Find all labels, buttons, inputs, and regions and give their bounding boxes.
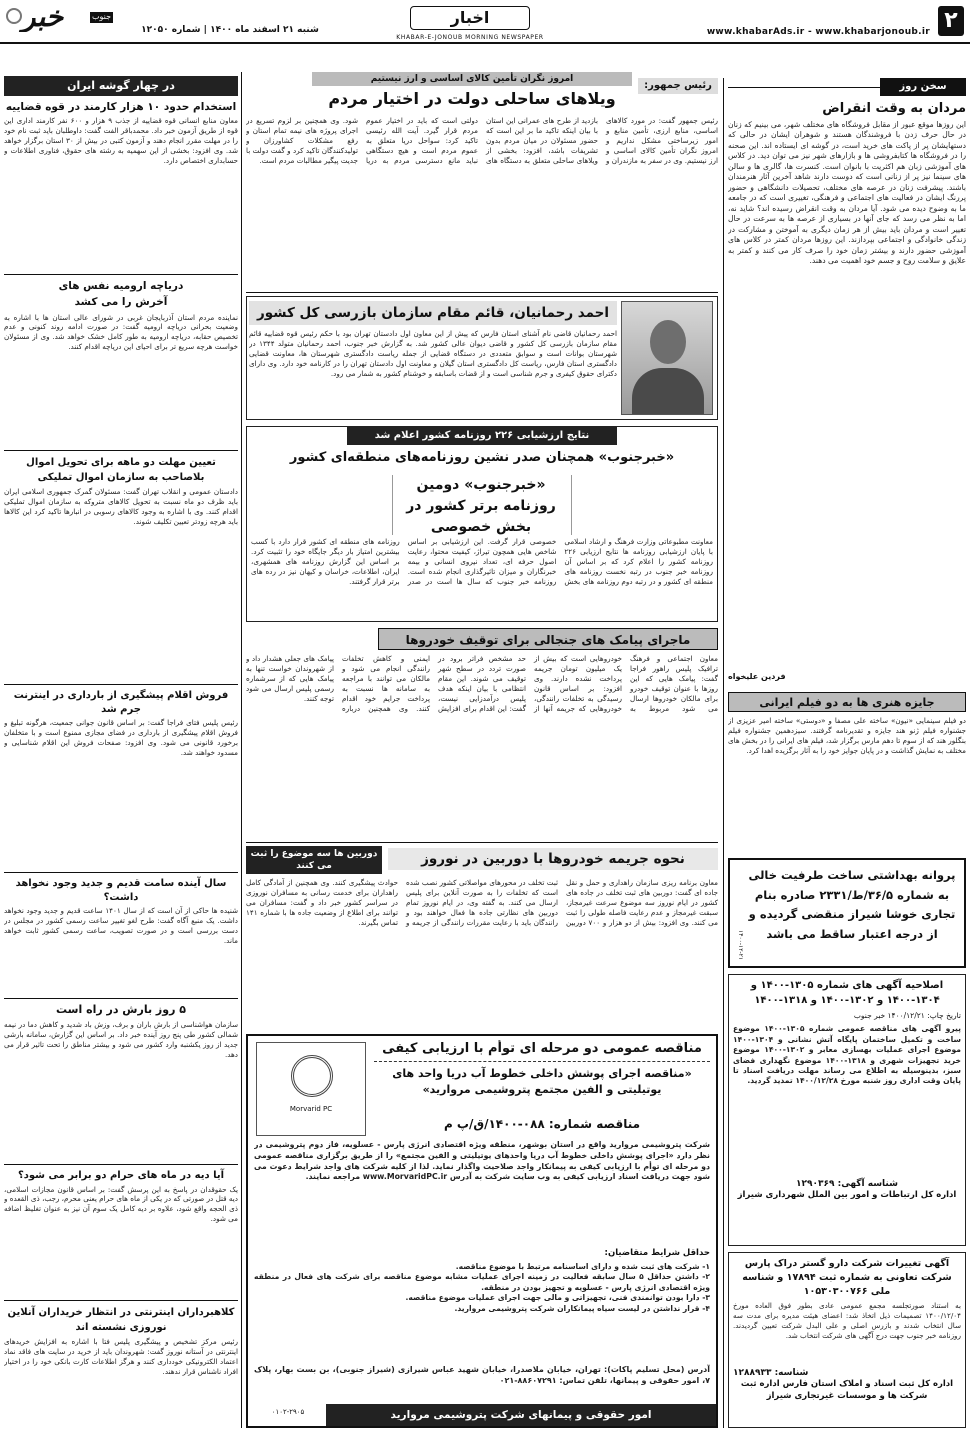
tender-conditions-title: حداقل شرایط متقاضیان: bbox=[604, 1248, 710, 1258]
regional-item bbox=[4, 1300, 238, 1428]
tender-conditions bbox=[254, 1262, 710, 1362]
regional-item-text: شنیده ها حاکی از آن است که از سال ۱۴۰۱ ساعت قدیم و جدید وجود نخواهد داشت. یک منبع آگاه گفت: طرح لغو تغییر ساعت رسمی کشور در مجلس در دست بررسی است و در صورت تصویب، ساعت رسمی کشور ثابت خواهد ماند. bbox=[4, 906, 238, 945]
amendment-title: اصلاحیه آگهی های شماره ۱۳۰۵-۱۴۰۰ و ۱۳۰۴-۱۴۰۰ و ۱۳۰۲-۱۴۰۰ و ۱۳۱۸-۱۴۰۰ bbox=[750, 980, 944, 1006]
editorial-author: فردین علیخواه bbox=[728, 672, 786, 681]
regional-item bbox=[4, 100, 238, 270]
president-subtitle: امروز نگران تأمین کالای اساسی و ارز نیستیم bbox=[312, 72, 632, 86]
ranking-title-2: «خبرجنوب» دومین روزنامه برتر کشور در بخش خصوصی bbox=[406, 477, 556, 535]
amendment-text: پیرو آگهی های مناقصه عمومی شماره ۱۳۰۵-۱۴۰۰ موضوع ساخت و تکمیل ساختمان پایگاه آتش نشانی و ۱۳۰۴-۱۴۰۰ موضوع اجرای عملیات بهسازی معابر و ۱۳۰۲-۱۴۰۰ موضوع خرید تجهیزات شهری و ۱۳۱۸-۱۴۰۰ موضوع نگهداری فضای سبز، بدینوسیله به اطلاع می رساند مهلت دریافت اسناد تا پایان وقت اداری روز شنبه مورخ ۱۴۰۰/۱۲/۲۸ تمدید گردید. bbox=[733, 1024, 961, 1086]
ranking-text: معاونت مطبوعاتی وزارت فرهنگ و ارشاد اسلامی با پایان ارزشیابی روزنامه ها نتایج ارزیابی ۲۲۶ روزنامه کشور را اعلام کرد که بر اساس آن روزنامه خبر جنوب در رتبه نخست روزنامه های منطقه ای کشور و در رتبه دوم روزنامه های بخش خصوصی قرار گرفت. این ارزشیابی بر اساس شاخص هایی همچون تیراژ، کیفیت محتوا، رعایت اصول حرفه ای، تعداد نیروی انسانی و بیمه خبرنگاران و میزان تاثیرگذاری انجام شده است. روزنامه خبر جنوب که سال ها است در صدر روزنامه های منطقه ای کشور قرار دارد با کسب بیشترین امتیاز بار دیگر جایگاه خود را تثبیت کرد. بر اساس این گزارش روزنامه های همشهری، ایران، اطلاعات، خراسان و کیهان نیز در رده های برتر قرار گرفتند. bbox=[251, 537, 713, 586]
regional-item bbox=[4, 450, 238, 678]
logo bbox=[6, 2, 116, 32]
morvarid-logo-icon bbox=[291, 1055, 333, 1097]
tender-footer: امور حقوقی و پیمانهای شرکت پتروشیمی مروارید bbox=[326, 1404, 716, 1426]
ranking-text-side-right bbox=[571, 475, 713, 535]
appointment-article bbox=[246, 296, 718, 420]
regional-item bbox=[4, 684, 238, 866]
editorial-title: مردان به وقت انقراض bbox=[822, 101, 966, 116]
president-text: رئیس جمهور گفت: در مورد کالاهای اساسی، منابع ارزی، تأمین منابع و امور زیرساختی مشکل نداریم و امروز نگران تأمین کالای اساسی و ارز نیستیم. وی در سفر به مازندران و بازدید از طرح های عمرانی این استان با بیان اینکه تاکید ما بر این است که حضور مسئولان در میان مردم بدون تشریفات باشد، افزود: بخشی از ویلاهای ساحلی متعلق به دستگاه های دولتی است که باید در اختیار عموم مردم قرار گیرد. آیت الله رئیسی تاکید کرد: سواحل دریا متعلق به عموم مردم است و هیچ دستگاهی نباید مانع دسترسی مردم به دریا شود. وی همچنین بر لزوم تسریع در اجرای پروژه های نیمه تمام استان و رفع مشکلات کشاورزان و تولیدکنندگان تاکید کرد و گفت دولت با جدیت پیگیر مطالبات مردم است. bbox=[246, 116, 718, 165]
regional-item-text: معاون منابع انسانی قوه قضاییه از جذب ۹ هزار و ۶۰۰ نفر کارمند اداری این قوه از طریق آزمون خبر داد. محمدباقر الفت گفت: داوطلبان باید ثبت نام خود را در مهلت مقرر انجام دهند و آزمون کتبی در بیش از ۳۰ استان برگزار خواهد شد. وی افزود: بخشی از این سهمیه به رشته های حقوق، فناوری اطلاعات و حسابداری اختصاص دارد. bbox=[4, 116, 238, 165]
film-award-title: جایزه هنری ها به دو فیلم ایرانی bbox=[728, 692, 966, 712]
regional-item-title: استخدام حدود ۱۰ هزار کارمند در قوه قضاییه bbox=[5, 101, 237, 113]
ranking-text-side-left bbox=[251, 475, 393, 535]
regional-item-title: تعیین مهلت دو ماهه برای تحویل اموال بلاصاحب به سازمان اموال تملیکی bbox=[26, 457, 216, 483]
tender-text: شرکت پتروشیمی مروارید واقع در استان بوشهر، منطقه ویژه اقتصادی انرژی پارس - عسلویه، فاز دوم پتروشیمی در نظر دارد «اجرای پوشش داخلی خطوط آب دریا واحدهای یوتیلیتی و الفین مجتمع» را از طریق برگزاری مناقصه عمومی دو مرحله ای توأم با ارزیابی کیفی به پیمانکار واجد صلاحیت واگذار نماید. لذا از کلیه شرکت های واجد شرایط دعوت می شود جهت دریافت اسناد ارزیابی کیفی به وب سایت شرکت به آدرس www.MorvaridPC.ir مراجعه نمایند. bbox=[254, 1140, 710, 1182]
tender-logo bbox=[256, 1042, 366, 1136]
tender-address: آدرس (محل تسلیم پاکات): تهران، خیابان ملاصدرا، خیابان شهید عباس شیرازی (شیراز جنوبی)، بن بست بهار، پلاک ۷، امور حقوقی و پیمانها، تلفن تماس: ۸۸۶۰۷۲۹۱-۰۲۱ bbox=[254, 1365, 710, 1386]
tender-company-tag: Morvarid PC bbox=[289, 1105, 333, 1113]
scam-title: ماجرای پیامک های جنجالی برای توقیف خودروها bbox=[378, 628, 718, 650]
amendment-ads-number: شناسه آگهی: ۱۲۹۰۳۶۹ bbox=[796, 1179, 898, 1190]
section-title: اخبار bbox=[410, 6, 530, 30]
tender-condition: ۴- قرار نداشتن در لیست سیاه پیمانکاران شرکت پتروشیمی مروارید. bbox=[454, 1303, 710, 1313]
appointment-title: احمد رحمانیان، قائم مقام سازمان بازرسی کل کشور bbox=[249, 301, 617, 325]
tender-condition: ۱- شرکت های ثبت شده و دارای اساسنامه مرتبط با موضوع مناقصه. bbox=[455, 1262, 710, 1271]
film-award-box bbox=[728, 692, 966, 852]
regional-item-title: آیا دیه در ماه های حرام دو برابر می شود؟ bbox=[17, 1170, 225, 1181]
regional-item-text: یک حقوقدان در پاسخ به این پرسش گفت: بر اساس قانون مجازات اسلامی، دیه قتل در صورتی که در یکی از ماه های حرام یعنی محرم، رجب، ذی القعده و ذی الحجه واقع شود، علاوه بر دیه کامل یک سوم آن نیز به عنوان تغلیظ اضافه می شود. bbox=[4, 1184, 238, 1224]
tender-number: مناقصه شماره: ۰۸۸-۱۴۰۰/ق/پ م bbox=[443, 1117, 641, 1131]
ranking-title-1: «خبرجنوب» همچنان صدر نشین روزنامه‌های منطقه‌ای کشور bbox=[289, 450, 675, 465]
ranking-article bbox=[246, 426, 718, 622]
regional-item-text: نماینده مردم استان آذربایجان غربی در شورای عالی استان ها با اشاره به وضعیت بحرانی دریاچه ارومیه گفت: در صورت ادامه روند کنونی و عدم تخصیص حقابه، دریاچه ارومیه به طور کامل خشک خواهد شد. وی از مسئولان خواست هرچه سریع تر برای احیای این دریاچه اقدام کنند. bbox=[4, 312, 238, 352]
company-ad bbox=[728, 1252, 966, 1428]
tender-subject: «مناقصه اجرای پوشش داخلی خطوط آب دریا واحد های یوتیلیتی و الفین مجتمع پتروشیمی مروارید» bbox=[392, 1067, 692, 1096]
regional-column bbox=[4, 72, 238, 1428]
issue-date: شنبه ۲۱ اسفند ماه ۱۴۰۰ | شماره ۱۲۰۵۰ bbox=[141, 25, 319, 35]
regional-item bbox=[4, 872, 238, 992]
scam-article bbox=[246, 628, 718, 840]
regional-item-title: کلاهبرداران اینترنتی در انتظار خریداران آنلاین نوروزی نشسته اند bbox=[7, 1307, 235, 1333]
regional-item-text: رئیس مرکز تشخیص و پیشگیری پلیس فتا با اشاره به افزایش خریدهای اینترنتی در آستانه نوروز گفت: شهروندان باید از خرید در سایت های فاقد نماد اعتماد الکترونیکی خودداری کنند و هرگز اطلاعات کارت بانکی خود را در اختیار افراد ناشناس قرار ندهند. bbox=[4, 1337, 238, 1376]
president-kicker: رئیس جمهور: bbox=[638, 78, 718, 94]
regional-item-title: فروش اقلام پیشگیری از بارداری در اینترنت جرم شد bbox=[13, 690, 229, 715]
regional-item-title: سال آینده سامت قدیم و جدید وجود نخواهد داشت؟ bbox=[15, 878, 227, 903]
tender-headline: مناقصه عمومی دو مرحله ای توأم با ارزیابی کیفی bbox=[374, 1040, 710, 1062]
amendment-office: اداره کل ارتباطات و امور بین الملل شهرداری شیراز bbox=[737, 1190, 957, 1201]
regional-item-text: دادستان عمومی و انقلاب تهران گفت: مسئولان گمرک جمهوری اسلامی ایران باید ظرف دو ماه نسبت به تحویل کالاهای متروکه به سازمان اموال تملیکی اقدام کنند. وی با اشاره به وجود کالاهای رسوبی در انبارها تاکید کرد این کالاها باید هرچه زودتر تعیین تکلیف شوند. bbox=[4, 487, 238, 526]
license-notice-text: پروانه بهداشتی ساخت طرفیت خالی به شماره ۳۶/۵/ط/۲۳۳۱ صادره بنام تجاری خوشا شیراز منقضی گردیده و از درجه اعتبار ساقط می باشد bbox=[748, 868, 956, 941]
regional-item-text: رئیس پلیس فتای فراجا گفت: بر اساس قانون جوانی جمعیت، هرگونه تبلیغ و فروش اقلام پیشگیری از بارداری در فضای مجازی ممنوع است و با متخلفان برخورد قانونی می شود. وی افزود: صفحات فروش این اقلام شناسایی و مسدود خواهند شد. bbox=[4, 718, 238, 757]
globe-icon bbox=[6, 8, 22, 24]
amendment-date: تاریخ چاپ: ۱۴۰۰/۱۲/۲۱ خبر جنوب bbox=[853, 1011, 961, 1020]
logo-sub: جنوب bbox=[92, 12, 112, 21]
camera-text: معاون برنامه ریزی سازمان راهداری و حمل و نقل جاده ای گفت: دوربین های ثبت تخلف در جاده های کشور در ایام نوروز سه موضوع سرعت غیرمجاز، سبقت غیرمجاز و عدم رعایت فاصله طولی را ثبت می کنند. وی افزود: بیش از دو هزار و ۷۰۰ دوربین ثبت تخلف در محورهای مواصلاتی کشور نصب شده است که تخلفات را به صورت آنلاین برای پلیس ارسال می کنند. به گفته وی، در ایام نوروز تمام دوربین های نظارتی جاده ها فعال خواهند بود و رانندگان باید با رعایت مقررات رانندگی از جریمه و حوادث پیشگیری کنند. وی همچنین از آمادگی کامل راهداران برای خدمت رسانی به مسافران نوروزی در سراسر کشور خبر داد و گفت: مسافران می توانند برای اطلاع از وضعیت جاده ها با شماره ۱۴۱ تماس بگیرند. bbox=[246, 878, 718, 927]
page-number: ۲ bbox=[938, 6, 964, 36]
camera-tag: دوربین ها سه موضوع را ثبت می کنند bbox=[246, 846, 382, 874]
appointment-text: احمد رحمانیان قاضی نام آشنای استان فارس که پیش از این معاون اول دادستان تهران بود با حکم رئیس قوه قضاییه قائم مقام سازمان بازرسی کل کشور و قاضی دیوان عالی کشور شد. به گزارش خبر جنوب، احمد رحمانیان متولد ۱۳۴۴ در شهرستان بوانات است و سوابق متعددی در دستگاه قضایی از جمله ریاست دادگستری شهرستان ها، معاونت قضایی دادگستری استان فارس، ریاست کل دادگستری استان گیلان و معاونت اول دادستان تهران را در کارنامه خود دارد. وی دارای دکترای حقوق کیفری و جرم شناسی است و از قضات باسابقه و خوشنام کشور به شمار می رود. bbox=[249, 329, 617, 378]
regional-item-title: ۵ روز بارش در راه است bbox=[56, 1003, 186, 1016]
license-notice bbox=[728, 858, 966, 968]
editorial-box bbox=[728, 78, 966, 688]
president-article bbox=[246, 72, 718, 290]
masthead bbox=[0, 0, 970, 44]
company-ad-number: شناسه: ۱۲۸۸۹۳۳ bbox=[733, 1368, 809, 1379]
company-ad-office: اداره کل ثبت اسناد و املاک استان فارس اداره ثبت شرکت ها و موسسات غیرتجاری شیراز bbox=[740, 1379, 954, 1402]
company-ad-text: به استناد صورتجلسه مجمع عمومی عادی بطور فوق العاده مورخ ۱۴۰۰/۱۲/۰۴ تصمیمات ذیل اتخاذ شد: اعضای هیئت مدیره برای مدت سه سال انتخاب شدند و بازرس اصلی و علی البدل شرکت تعیین گردیدند. روزنامه خبر جنوب جهت درج آگهی های شرکت انتخاب شد. bbox=[733, 1301, 961, 1341]
regional-item bbox=[4, 1164, 238, 1294]
company-ad-title: آگهی تغییرات شرکت دارو گستر دراک پارس شرکت تعاونی به شماره ثبت ۱۷۸۹۴ و شناسه ملی ۱۰۵۳۰۳۰۰۷۶۶ bbox=[742, 1258, 952, 1297]
logo-text: خبر bbox=[22, 2, 64, 32]
regional-item-title: دریاچه ارومیه نفس های آخرش را می کشد bbox=[58, 280, 184, 308]
camera-title: نحوه جریمه خودروها با دوربین در نوروز bbox=[388, 848, 718, 870]
rahmanian-photo bbox=[621, 301, 713, 415]
regional-item bbox=[4, 998, 238, 1158]
tender-footer-code: ۰۱۰۲-۲۹۰۵ bbox=[271, 1408, 305, 1416]
tender-condition: ۲- داشتن حداقل ۵ سال سابقه فعالیت در زمینه اجرای عملیات مشابه موضوع مناقصه برای شرکت های فعال در منطقه ویژه اقتصادی انرژی پارس - عسلویه و تجهیز بودن در منطقه. bbox=[254, 1272, 710, 1292]
film-award-text: دو فیلم سینمایی «نیون» ساخته علی مصفا و «دوستی» ساخته امیر عزیزی از جشنواره فیلم ژنو هند جایزه و تقدیرنامه گرفتند. سیزدهمین جشنواره فیلم بنگلور هند که از سوم تا دهم مارس برگزار شد، فیلم های ایرانی را در بخش های مختلف به نمایش گذاشت و در پایان جوایز خود را به آثار برگزیده اهدا کرد. bbox=[728, 716, 966, 755]
president-title: ویلاهای ساحلی دولت در اختیار مردم bbox=[328, 89, 616, 108]
license-notice-code: ۱۴۰۰-۱۲-۲۱ bbox=[737, 929, 744, 960]
scam-text: معاون اجتماعی و فرهنگ ترافیک پلیس راهور فراجا گفت: پیامک هایی که این روزها با عنوان توقیف خودرو برای مالکان خودروها ارسال می شود مربوط به خودروهایی است که بیش از یک میلیون تومان جریمه پرداخت نشده دارند. وی افزود: بر اساس قانون رسیدگی به تخلفات رانندگی، خودروهایی که جریمه آنها از حد مشخص فراتر برود در صورت تردد در سطح شهر توقیف می شوند. این مقام انتظامی با بیان اینکه هدف پلیس درآمدزایی نیست، گفت: این اقدام برای افزایش ایمنی و کاهش تخلفات رانندگی انجام می شود و مالکان می توانند با مراجعه به سامانه ها نسبت به پرداخت جرایم خود اقدام کنند. وی همچنین درباره پیامک های جعلی هشدار داد و از شهروندان خواست تنها به پیامک هایی که از سرشماره رسمی پلیس ارسال می شود توجه کنند. bbox=[246, 654, 718, 713]
site-urls: www.khabarAds.ir - www.khabarjonoub.ir bbox=[706, 27, 930, 37]
camera-article bbox=[246, 846, 718, 1030]
editorial-label: سخن روز bbox=[880, 78, 966, 96]
regional-item-text: سازمان هواشناسی از بارش باران و برف، وزش باد شدید و کاهش دما در نیمه شمالی کشور طی پنج روز آینده خبر داد. بر اساس این گزارش، سامانه بارشی جدید از روز یکشنبه وارد کشور می شود و بیشتر مناطق را تحت تاثیر قرار می دهد. bbox=[4, 1019, 238, 1059]
editorial-text: این روزها موقع عبور از مقابل فروشگاه های مختلف شهر، می بینیم که زنان در حال حرف زدن با فروشندگان هستند و شوهران ایشان در حالی که دستهایشان پر از پاکت های خرید است، در گوشه ای ایستاده اند. این صحنه را در فروشگاه ها کتابفروشی ها و بازارهای شهر نیز می توان دید. در کلاس های آموزشی زبان هم اکثریت با بانوان است. کنسرت ها، گالری ها و سالن های سینما نیز پر از زنانی است که دوست دارند شاهد آخرین آثار هنرمندان باشند. پیشرفت زنان در عرصه های مختلف، تحصیلات دانشگاهی و حضور پررنگ ایشان در فعالیت های اجتماعی و فرهنگی، تغییری است که در جامعه ما به وضوح دیده می شود. آیا مردان به وقت انقراض رسیده اند؟ شاید نه، اما به نظر می رسد که جای آنها در بسیاری از عرصه ها به سرعت در حال تغییر است و مردان باید بیش از هر زمان دیگری به آموختن و مشارکت در زندگی خانوادگی و اجتماعی بپردازند. این روزها مردان کمتر در کلاس های آموزشی حضور دارند و بیشتر زمان خود را صرف کار می کنند و کمتر به علایق و سلامت روح و جسم خود اهمیت می دهند. bbox=[728, 120, 966, 266]
regional-header: در چهار گوشه ایران bbox=[4, 76, 238, 96]
tender-condition: ۳- دارا بودن توانمندی فنی، تجهیزاتی و مالی جهت اجرای عملیات موضوع مناقصه. bbox=[405, 1293, 710, 1303]
amendment-ad bbox=[728, 974, 966, 1246]
ranking-banner: نتایج ارزشیابی ۲۲۶ روزنامه کشور اعلام شد bbox=[347, 427, 617, 445]
paper-name-en: KHABAR-E-JONOUB MORNING NEWSPAPER bbox=[396, 34, 544, 41]
tender-ad bbox=[246, 1034, 718, 1428]
regional-item bbox=[4, 274, 238, 444]
